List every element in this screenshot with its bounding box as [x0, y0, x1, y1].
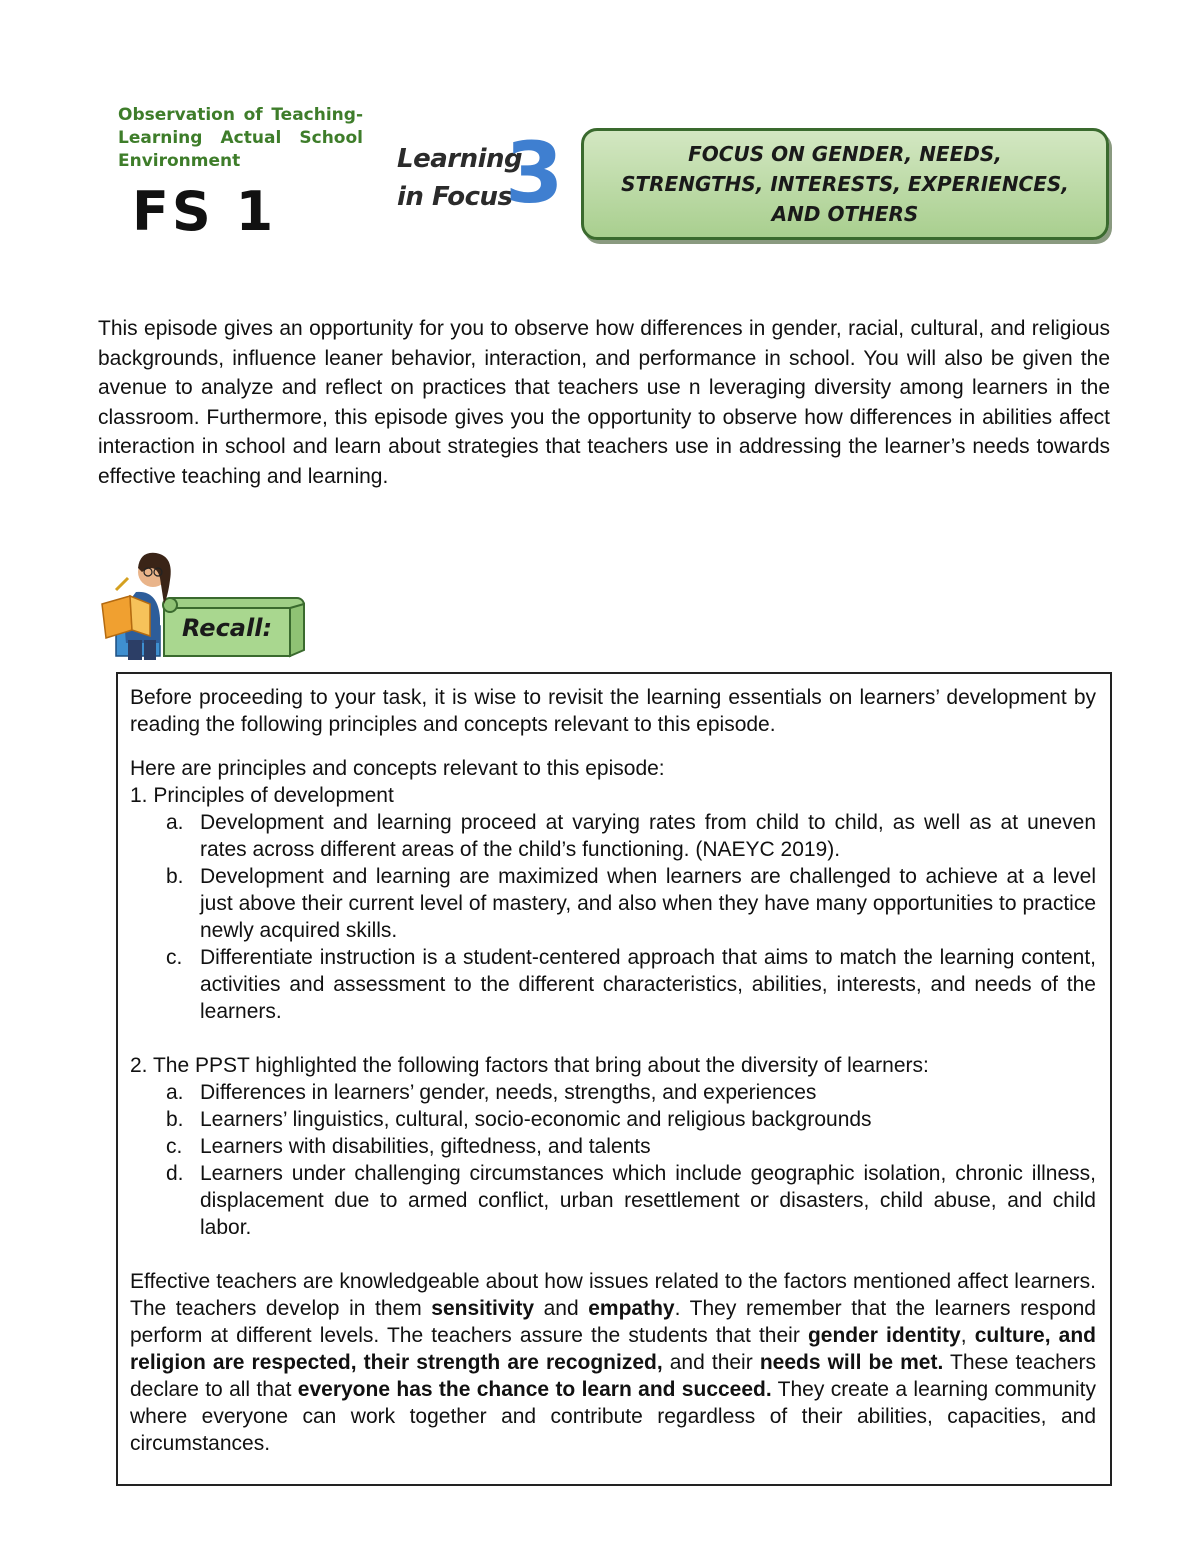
closing-text: . They remember that the learners respond perform at different levels. The teachers assure the students that their	[130, 1297, 1096, 1347]
course-subtitle	[118, 104, 363, 173]
focus-banner-line: STRENGTHS, INTERESTS, EXPERIENCES,	[621, 172, 1069, 196]
list-item	[130, 809, 1096, 863]
course-subtitle-line: Environment	[118, 151, 241, 171]
closing-emphasis: gender identity	[807, 1324, 961, 1347]
list-item-text: Learners under challenging circumstances which include geographic isolation, chronic illness, displacement due to armed conflict, urban resettlement or disasters, child abuse, and child labor.	[200, 1162, 1096, 1239]
closing-text: and	[534, 1297, 589, 1320]
closing-emphasis: everyone has the chance to learn and succeed.	[297, 1378, 772, 1401]
list-item-text: Differences in learners’ gender, needs, strengths, and experiences	[200, 1081, 817, 1104]
closing-text: These teachers declare to all that	[130, 1351, 1096, 1401]
intro-paragraph: This episode gives an opportunity for you to observe how differences in gender, racial, cultural, and religious backgrounds, influence leaner behavior, interaction, and performance in school. You will also be given the avenue to analyze and reflect on practices that teachers use n leveraging diversity among learners in the classroom. Furthermore, this episode gives you the opportunity to observe how differences in abilities affect interaction in school and learn about strategies that teachers use in addressing the learner’s needs towards effective teaching and learning.	[98, 317, 1110, 488]
course-code: FS 1	[132, 180, 277, 243]
list-item	[130, 863, 1096, 944]
list-item-text: Development and learning proceed at varying rates from child to child, as well as at uneven rates across different areas of the child’s functioning. (NAEYC 2019).	[200, 811, 1096, 861]
closing-text: Effective teachers are knowledgeable about how issues related to the factors mentioned affect learners. The teachers develop in them	[130, 1270, 1096, 1320]
closing-emphasis: sensitivity	[431, 1297, 535, 1320]
list-item-letter: b.	[166, 1108, 184, 1131]
closing-text: and their	[662, 1351, 760, 1374]
list-item-letter: b.	[166, 865, 184, 888]
recall-label: Recall:	[182, 614, 273, 642]
list-item	[130, 1160, 1096, 1241]
focus-banner-line: AND OTHERS	[771, 202, 919, 226]
list-item-letter: c.	[166, 1135, 183, 1158]
focus-banner	[581, 128, 1109, 240]
list-item	[130, 944, 1096, 1025]
closing-emphasis: culture, and religion are respected, their strength are recognized,	[130, 1324, 1096, 1374]
list-item	[130, 1133, 1096, 1160]
list-item-text: Learners with disabilities, giftedness, and talents	[200, 1135, 651, 1158]
learning-in-focus-number: 3	[505, 124, 564, 222]
section-title: 2. The PPST highlighted the following factors that bring about the diversity of learners:	[130, 1054, 929, 1077]
focus-banner-line: FOCUS ON GENDER, NEEDS,	[688, 142, 1002, 166]
concepts-intro: Here are principles and concepts relevant to this episode:	[130, 757, 665, 780]
closing-paragraph	[130, 1268, 1096, 1457]
section-title: 1. Principles of development	[130, 784, 394, 807]
closing-emphasis: empathy	[588, 1297, 675, 1320]
course-subtitle-line: Observation of Teaching-	[118, 105, 363, 125]
list-item-letter: a.	[166, 1081, 184, 1104]
learning-in-focus-label	[397, 140, 522, 216]
learning-in-focus-line1: Learning	[397, 144, 523, 174]
principles-list	[130, 809, 1096, 1025]
learning-in-focus-line2: in Focus	[397, 182, 513, 212]
list-item-letter: c.	[166, 946, 183, 969]
list-item-text: Development and learning are maximized when learners are challenged to achieve at a level just above their current level of mastery, and also when they have many opportunities to practice newly acquired skills.	[200, 865, 1096, 942]
list-item	[130, 1079, 1096, 1106]
recall-lead-paragraph: Before proceeding to your task, it is wise to revisit the learning essentials on learners’ development by reading the following principles and concepts relevant to this episode.	[130, 686, 1096, 736]
diversity-factors-list	[130, 1079, 1096, 1241]
recall-content-box	[116, 672, 1112, 1486]
course-subtitle-line: Learning Actual School	[118, 128, 363, 148]
list-item-letter: a.	[166, 811, 184, 834]
list-item-text: Learners’ linguistics, cultural, socio-economic and religious backgrounds	[200, 1108, 872, 1131]
closing-emphasis: needs will be met.	[759, 1351, 944, 1374]
closing-text: They create a learning community where everyone can work together and contribute regardless of their abilities, capacities, and circumstances.	[130, 1378, 1096, 1455]
list-item-text: Differentiate instruction is a student-centered approach that aims to match the learning content, activities and assessment to the different characteristics, abilities, interests, and needs of the learners.	[200, 946, 1096, 1023]
teacher-reading-illustration	[98, 548, 313, 663]
closing-text: ,	[960, 1324, 975, 1347]
list-item	[130, 1106, 1096, 1133]
list-item-letter: d.	[166, 1162, 184, 1185]
